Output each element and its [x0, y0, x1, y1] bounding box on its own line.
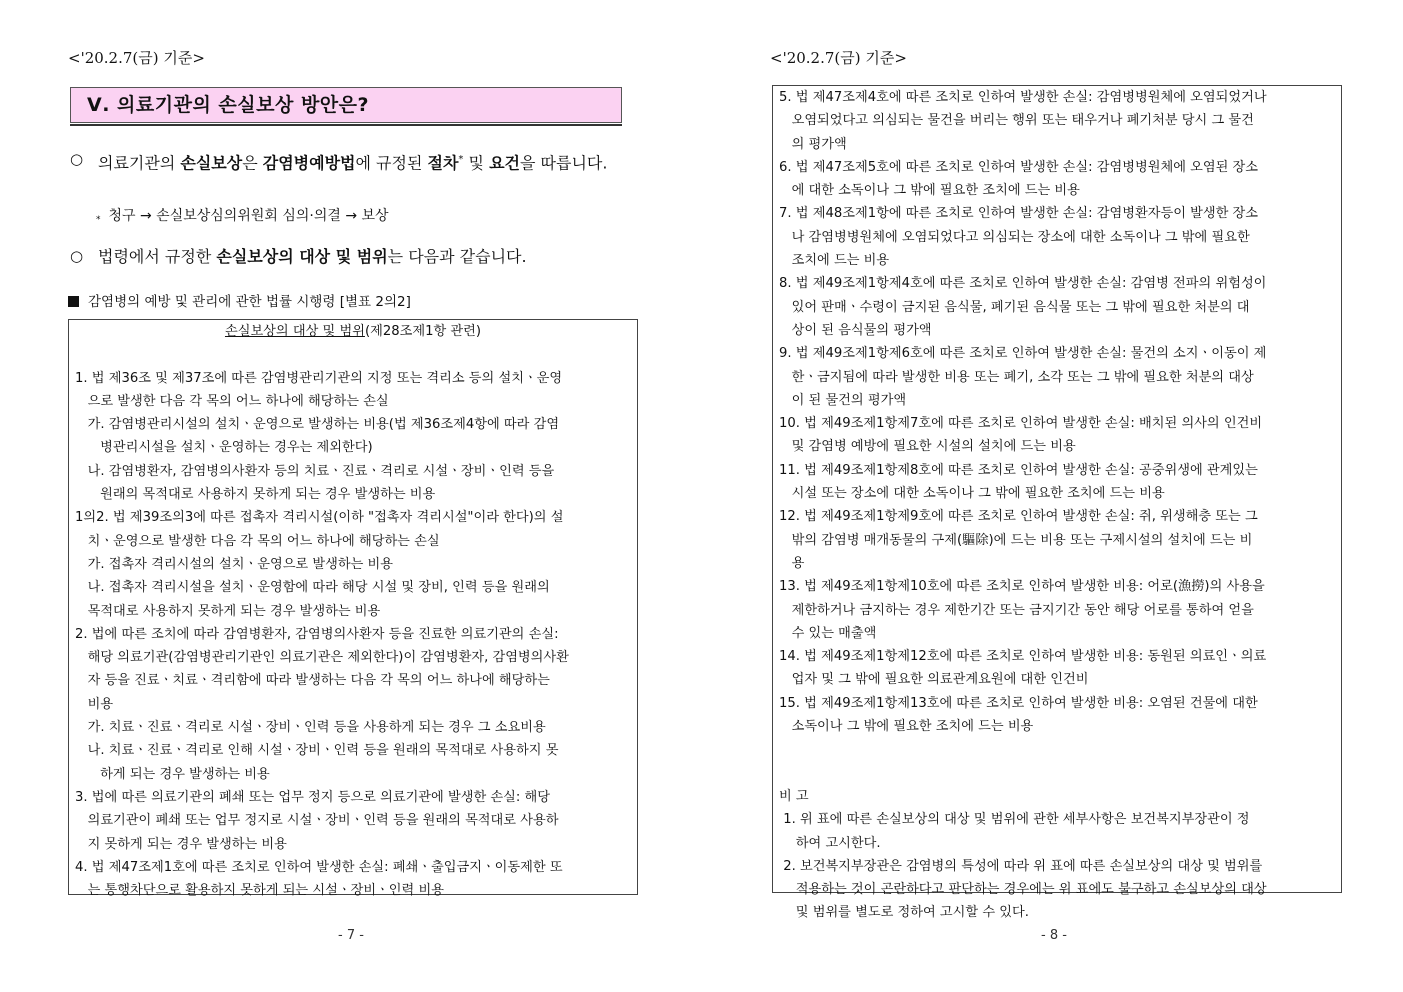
- box-line: 용: [779, 555, 805, 571]
- box-line: 지 못하게 되는 경우 발생하는 비용: [75, 836, 287, 852]
- bullet-scope: [70, 243, 640, 270]
- box-line: 자 등을 진료ㆍ치료ㆍ격리함에 따라 발생하는 다음 각 목의 어느 하나에 해당하는: [75, 673, 550, 689]
- asterisk-icon: *: [96, 215, 101, 225]
- box-line: 나. 치료ㆍ진료ㆍ격리로 인해 시설ㆍ장비ㆍ인력 등을 원래의 목적대로 사용하지 못: [75, 743, 559, 759]
- box-line: 1. 위 표에 따른 손실보상의 대상 및 범위에 관한 세부사항은 보건복지부장관이 정: [779, 812, 1250, 828]
- box-line: 한ㆍ금지됨에 따라 발생한 비용 또는 폐기, 소각 또는 그 밖에 필요한 처분의 대상: [779, 369, 1254, 385]
- bold-run: 손실보상의 대상 및 범위: [216, 247, 388, 266]
- text-run: 법령에서 규정한: [98, 247, 217, 266]
- box-title: [75, 320, 631, 343]
- box-line: 하여 고시한다.: [779, 835, 881, 851]
- page-8: [701, 0, 1402, 992]
- square-bullet-icon: [68, 296, 79, 307]
- box-lines: [779, 86, 1335, 925]
- law-table-box: [68, 319, 638, 899]
- box-line: 하게 되는 경우 발생하는 비용: [75, 766, 270, 782]
- box-line: 으로 발생한 다음 각 목의 어느 하나에 해당하는 손실: [75, 393, 389, 409]
- box-line: 11. 법 제49조제1항제8호에 따른 조치로 인하여 발생한 손실: 공중위생에 관계있는: [779, 462, 1258, 478]
- section-title: Ⅴ. 의료기관의 손실보상 방안은?: [70, 87, 622, 123]
- procedure-note: [96, 205, 389, 225]
- bullet-procedure: [70, 146, 640, 176]
- box-line: 나. 감염병환자, 감염병의사환자 등의 치료ㆍ진료ㆍ격리로 시설ㆍ장비ㆍ인력 등을: [75, 463, 555, 479]
- page-7: [0, 0, 701, 992]
- box-line: 4. 법 제47조제1호에 따른 조치로 인하여 발생한 손실: 폐쇄ㆍ출입금지ㆍ이동제한 또: [75, 859, 563, 875]
- box-line: 밖의 감염병 매개동물의 구제(驅除)에 드는 비용 또는 구제시설의 설치에 드는 비: [779, 532, 1253, 548]
- box-line: 해당 의료기관(감염병관리기관인 의료기관은 제외한다)이 감염병환자, 감염병의사환: [75, 650, 569, 666]
- page-number: - 7 -: [338, 928, 364, 943]
- box-line: [779, 762, 1335, 785]
- text-run: 는 다음과 같습니다.: [387, 247, 527, 266]
- text-run: 을 따릅니다.: [519, 153, 608, 173]
- date-label: <'20.2.7(금) 기준>: [68, 49, 205, 67]
- bullet-text: [70, 243, 640, 270]
- box-line: 의료기관이 폐쇄 또는 업무 정지로 시설ㆍ장비ㆍ인력 등을 원래의 목적대로 사용하: [75, 813, 559, 829]
- box-line: 및 감염병 예방에 필요한 시설의 설치에 드는 비용: [779, 439, 1076, 455]
- page-number: - 8 -: [1041, 928, 1067, 943]
- box-line: 시설 또는 장소에 대한 소독이나 그 밖에 필요한 조치에 드는 비용: [779, 486, 1165, 502]
- box-line: 이 된 물건의 평가액: [779, 392, 907, 408]
- box-line: 목적대로 사용하지 못하게 되는 경우 발생하는 비용: [75, 603, 381, 619]
- box-line: 나 감염병병원체에 오염되었다고 의심되는 장소에 대한 소독이나 그 밖에 필요한: [779, 229, 1250, 245]
- box-line: [779, 738, 1335, 761]
- box-line: 7. 법 제48조제1항에 따른 조치로 인하여 발생한 손실: 감염병환자등이 발생한 장소: [779, 206, 1259, 222]
- box-line: 가. 치료ㆍ진료ㆍ격리로 시설ㆍ장비ㆍ인력 등을 사용하게 되는 경우 그 소요비용: [75, 720, 546, 736]
- box-line: 병관리시설을 설치ㆍ운영하는 경우는 제외한다): [75, 440, 373, 456]
- box-line: 1. 법 제36조 및 제37조에 따른 감염병관리기관의 지정 또는 격리소 등의 설치ㆍ운영: [75, 370, 563, 386]
- bold-run: 절차: [427, 153, 459, 173]
- circle-bullet-icon: ○: [70, 150, 84, 168]
- box-line: 2. 법에 따른 조치에 따라 감염병환자, 감염병의사환자 등을 진료한 의료기관의 손실:: [75, 626, 559, 642]
- box-line: 가. 감염병관리시설의 설치ㆍ운영으로 발생하는 비용(법 제36조제4항에 따라 감염: [75, 417, 560, 433]
- box-line: 비 고: [779, 788, 809, 804]
- box-line: 5. 법 제47조제4호에 따른 조치로 인하여 발생한 손실: 감염병병원체에 오염되었거나: [779, 90, 1267, 105]
- box-line: 10. 법 제49조제1항제7호에 따른 조치로 인하여 발생한 손실: 배치된 의사의 인건비: [779, 416, 1263, 432]
- box-line: 8. 법 제49조제1항제4호에 따른 조치로 인하여 발생한 손실: 감염병 전파의 위험성이: [779, 276, 1267, 292]
- footnote-mark: *: [458, 154, 464, 165]
- bold-run: 손실보상: [180, 153, 243, 173]
- title-underline: [70, 124, 622, 126]
- bullet-text: [70, 146, 640, 176]
- bold-run: 요건: [489, 153, 520, 173]
- date-label: <'20.2.7(금) 기준>: [770, 49, 907, 67]
- text-run: 및: [463, 153, 490, 173]
- blank-line: [75, 343, 631, 366]
- box-lines: [75, 367, 631, 903]
- box-line: 15. 법 제49조제1항제13호에 따른 조치로 인하여 발생한 비용: 오염된 건물에 대한: [779, 695, 1258, 711]
- law-table-box-continued: [772, 85, 1342, 921]
- box-line: 오염되었다고 의심되는 물건을 버리는 행위 또는 태우거나 폐기처분 당시 그 물건: [779, 113, 1254, 129]
- box-line: 14. 법 제49조제1항제12호에 따른 조치로 인하여 발생한 비용: 동원된 의료인ㆍ의료: [779, 649, 1267, 665]
- box-title-rest: (제28조제1항 관련): [364, 324, 482, 339]
- text-run: 은: [242, 153, 263, 173]
- box-line: 13. 법 제49조제1항제10호에 따른 조치로 인하여 발생한 비용: 어로(漁撈)의 사용을: [779, 579, 1265, 595]
- box-line: 3. 법에 따른 의료기관의 폐쇄 또는 업무 정지 등으로 의료기관에 발생한 손실: 해당: [75, 789, 550, 805]
- box-line: 9. 법 제49조제1항제6호에 따른 조치로 인하여 발생한 손실: 물건의 소지ㆍ이동이 제: [779, 346, 1267, 362]
- box-line: 가. 접촉자 격리시설의 설치ㆍ운영으로 발생하는 비용: [75, 556, 393, 572]
- box-line: 수 있는 매출액: [779, 625, 877, 641]
- box-line: 상이 된 음식물의 평가액: [779, 322, 932, 338]
- box-line: 치ㆍ운영으로 발생한 다음 각 목의 어느 하나에 해당하는 손실: [75, 533, 440, 549]
- law-heading-text: 감염병의 예방 및 관리에 관한 법률 시행령 [별표 2의2]: [88, 294, 411, 310]
- box-line: 조치에 드는 비용: [779, 253, 890, 269]
- box-line: 2. 보건복지부장관은 감염병의 특성에 따라 위 표에 따른 손실보상의 대상 및 범위를: [779, 858, 1263, 874]
- box-line: 및 범위를 별도로 정하여 고시할 수 있다.: [779, 905, 1029, 921]
- box-line: 나. 접촉자 격리시설을 설치ㆍ운영함에 따라 해당 시설 및 장비, 인력 등을 원래의: [75, 580, 550, 596]
- text-run: 의료기관의: [98, 153, 181, 173]
- box-line: 비용: [75, 696, 114, 712]
- box-line: 1의2. 법 제39조의3에 따른 접촉자 격리시설(이하 "접촉자 격리시설"이라 한다)의 설: [75, 510, 564, 526]
- box-line: 업자 및 그 밖에 필요한 의료관계요원에 대한 인건비: [779, 672, 1089, 688]
- box-line: 원래의 목적대로 사용하지 못하게 되는 경우 발생하는 비용: [75, 487, 436, 503]
- box-line: 에 대한 소독이나 그 밖에 필요한 조치에 드는 비용: [779, 183, 1080, 199]
- box-line: 적용하는 것이 곤란하다고 판단하는 경우에는 위 표에도 불구하고 손실보상의 대상: [779, 882, 1267, 898]
- box-line: 있어 판매ㆍ수령이 금지된 음식물, 폐기된 음식물 또는 그 밖에 필요한 처분의 대: [779, 299, 1250, 315]
- box-line: 는 통행차단으로 활용하지 못하게 되는 시설ㆍ장비ㆍ인력 비용: [75, 883, 444, 899]
- box-line: 12. 법 제49조제1항제9호에 따른 조치로 인하여 발생한 손실: 쥐, 위생해충 또는 그: [779, 509, 1258, 525]
- box-line: 제한하거나 금지하는 경우 제한기간 또는 금지기간 동안 해당 어로를 통하여 얻을: [779, 602, 1254, 618]
- box-line: 소독이나 그 밖에 필요한 조치에 드는 비용: [779, 719, 1034, 735]
- bold-run: 감염병예방법: [262, 153, 356, 173]
- box-title-underlined: 손실보상의 대상 및 범위: [224, 324, 365, 339]
- note-text: 청구 → 손실보상심의위원회 심의·의결 → 보상: [108, 208, 389, 224]
- law-heading: [68, 290, 411, 310]
- circle-bullet-icon: ○: [70, 247, 84, 265]
- box-line: 의 평가액: [779, 136, 847, 152]
- text-run: 에 규정된: [355, 153, 428, 173]
- box-line: 6. 법 제47조제5호에 따른 조치로 인하여 발생한 손실: 감염병병원체에 오염된 장소: [779, 159, 1259, 175]
